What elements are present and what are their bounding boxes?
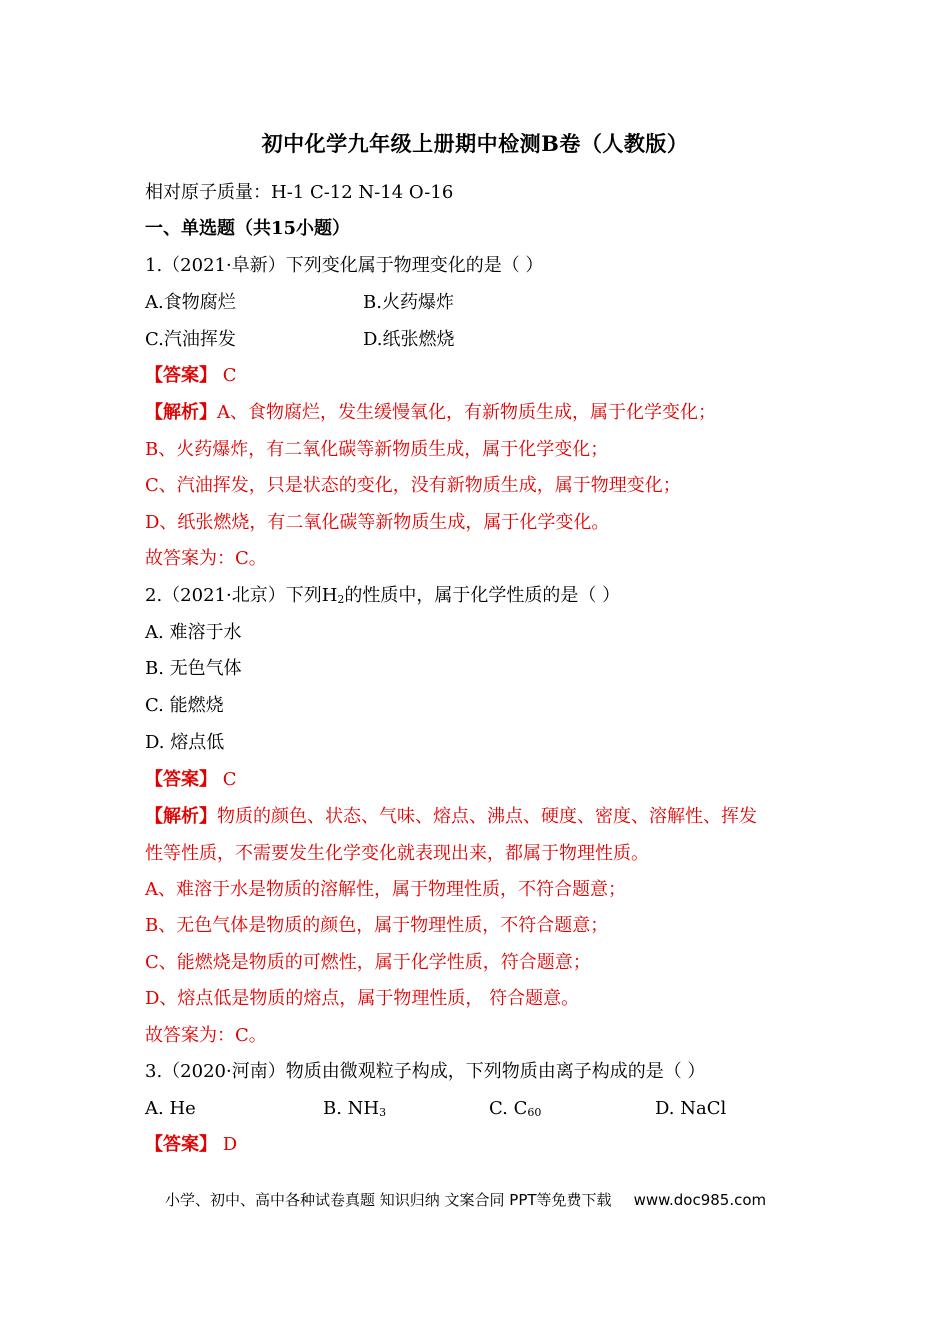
question-2-answer xyxy=(145,768,237,792)
question-3-stem: 3.（2020·河南）物质由微观粒子构成，下列物质由离子构成的是（ ） xyxy=(145,1061,706,1082)
question-1-option-a: A.食物腐烂 xyxy=(145,292,236,313)
question-3-answer xyxy=(145,1133,237,1157)
answer-label: 【答案】 xyxy=(145,1134,217,1155)
analysis-label: 【解析】 xyxy=(145,402,217,423)
question-2-option-c: C. 能燃烧 xyxy=(145,695,224,716)
analysis-line: D、熔点低是物质的熔点，属于物理性质， 符合题意。 xyxy=(145,988,580,1009)
footer-text: 小学、初中、高中各种试卷真题 知识归纳 文案合同 PPT等免费下载 xyxy=(165,1191,612,1209)
question-1-option-c: C.汽油挥发 xyxy=(145,329,236,350)
question-1-analysis xyxy=(145,401,716,425)
question-3-option-a: A. He xyxy=(145,1098,196,1119)
question-1-answer xyxy=(145,364,237,388)
question-2-option-b: B. 无色气体 xyxy=(145,658,242,679)
question-1-option-b: B.火药爆炸 xyxy=(363,292,454,313)
analysis-line: B、无色气体是物质的颜色，属于物理性质，不符合题意； xyxy=(145,915,609,936)
analysis-line: A、难溶于水是物质的溶解性，属于物理性质，不符合题意； xyxy=(145,879,626,900)
question-3-option-d: D. NaCl xyxy=(655,1098,727,1119)
subscript: 60 xyxy=(527,1106,542,1119)
question-2-stem xyxy=(145,584,620,612)
question-2-option-a: A. 难溶于水 xyxy=(145,622,242,643)
section-heading: 一、单选题（共15小题） xyxy=(145,218,351,239)
atomic-mass-line: 相对原子质量：H-1 C-12 N-14 O-16 xyxy=(145,182,454,203)
analysis-label: 【解析】 xyxy=(145,806,217,827)
stem-text: 2.（2021·北京）下列H xyxy=(145,585,338,606)
page-title: 初中化学九年级上册期中检测B卷（人教版） xyxy=(261,131,689,156)
answer-value: D xyxy=(217,1134,238,1155)
analysis-text: A、食物腐烂，发生缓慢氧化，有新物质生成，属于化学变化； xyxy=(217,402,716,423)
analysis-text: 物质的颜色、状态、气味、熔点、沸点、硬度、密度、溶解性、挥发 xyxy=(217,806,757,827)
answer-label: 【答案】 xyxy=(145,769,217,790)
question-1-conclusion: 故答案为：C。 xyxy=(145,548,267,569)
option-text: B. NH xyxy=(323,1098,380,1119)
stem-text: 的性质中，属于化学性质的是（ ） xyxy=(344,585,621,606)
analysis-line: C、汽油挥发，只是状态的变化，没有新物质生成，属于物理变化； xyxy=(145,475,681,496)
analysis-line: B、火药爆炸，有二氧化碳等新物质生成，属于化学变化； xyxy=(145,439,609,460)
answer-value: C xyxy=(217,365,237,386)
question-3-option-b xyxy=(323,1097,386,1125)
answer-value: C xyxy=(217,769,237,790)
subscript: 2 xyxy=(337,593,345,606)
footer-url[interactable]: www.doc985.com xyxy=(633,1191,767,1209)
question-2-conclusion: 故答案为：C。 xyxy=(145,1025,267,1046)
analysis-line: C、能燃烧是物质的可燃性，属于化学性质，符合题意； xyxy=(145,952,591,973)
analysis-line: D、纸张燃烧，有二氧化碳等新物质生成，属于化学变化。 xyxy=(145,512,610,533)
question-1-option-d: D.纸张燃烧 xyxy=(363,329,455,350)
question-2-option-d: D. 熔点低 xyxy=(145,732,225,753)
question-1-stem: 1.（2021·阜新）下列变化属于物理变化的是（ ） xyxy=(145,255,544,276)
question-3-option-c xyxy=(489,1097,541,1125)
option-text: C. C xyxy=(489,1098,528,1119)
analysis-line: 性等性质，不需要发生化学变化就表现出来，都属于物理性质。 xyxy=(145,843,649,864)
subscript: 3 xyxy=(379,1106,387,1119)
answer-label: 【答案】 xyxy=(145,365,217,386)
question-2-analysis xyxy=(145,805,757,829)
page-footer xyxy=(165,1189,766,1210)
